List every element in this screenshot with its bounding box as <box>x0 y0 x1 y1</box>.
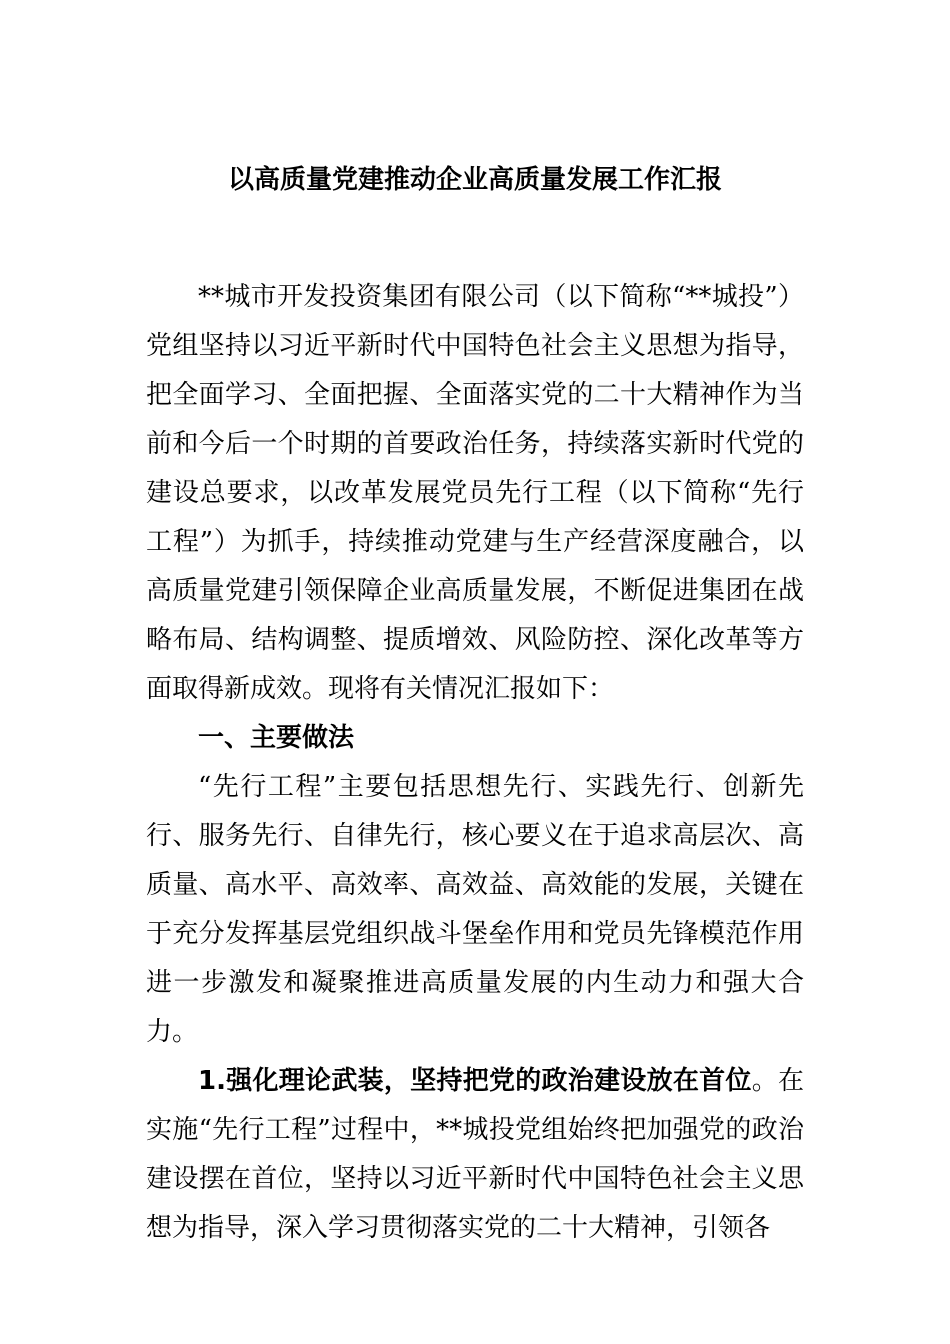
item-paragraph-theory-arming <box>146 1057 804 1253</box>
item-body-text: 。在实施“先行工程”过程中，**城投党组始终把加强党的政治建设摆在首位，坚持以习近平新时代中国特色社会主义思想为指导，深入学习贯彻落实党的二十大精神，引领各 <box>146 1066 804 1243</box>
section-heading-main-practices: 一、主要做法 <box>198 723 355 753</box>
document-title: 以高质量党建推动企业高质量发展工作汇报 <box>227 165 722 195</box>
section-paragraph-pioneer-project: “先行工程”主要包括思想先行、实践先行、创新先行、服务先行、自律先行，核心要义在于追求高层次、高质量、高水平、高效率、高效益、高效能的发展，关键在于充分发挥基层党组织战斗堡垒作用和党员先锋模范作用进一步激发和凝聚推进高质量发展的内生动力和强大合力。 <box>146 772 804 1047</box>
item-lead-text: 1.强化理论武装，坚持把党的政治建设放在首位 <box>198 1066 752 1096</box>
document-body <box>146 273 804 1253</box>
intro-paragraph: **城市开发投资集团有限公司（以下简称“**城投”）党组坚持以习近平新时代中国特色社会主义思想为指导，把全面学习、全面把握、全面落实党的二十大精神作为当前和今后一个时期的首要政治任务，持续落实新时代党的建设总要求，以改革发展党员先行工程（以下简称“先行工程”）为抓手，持续推动党建与生产经营深度融合，以高质量党建引领保障企业高质量发展，不断促进集团在战略布局、结构调整、提质增效、风险防控、深化改革等方面取得新成效。现将有关情况汇报如下： <box>146 282 804 704</box>
